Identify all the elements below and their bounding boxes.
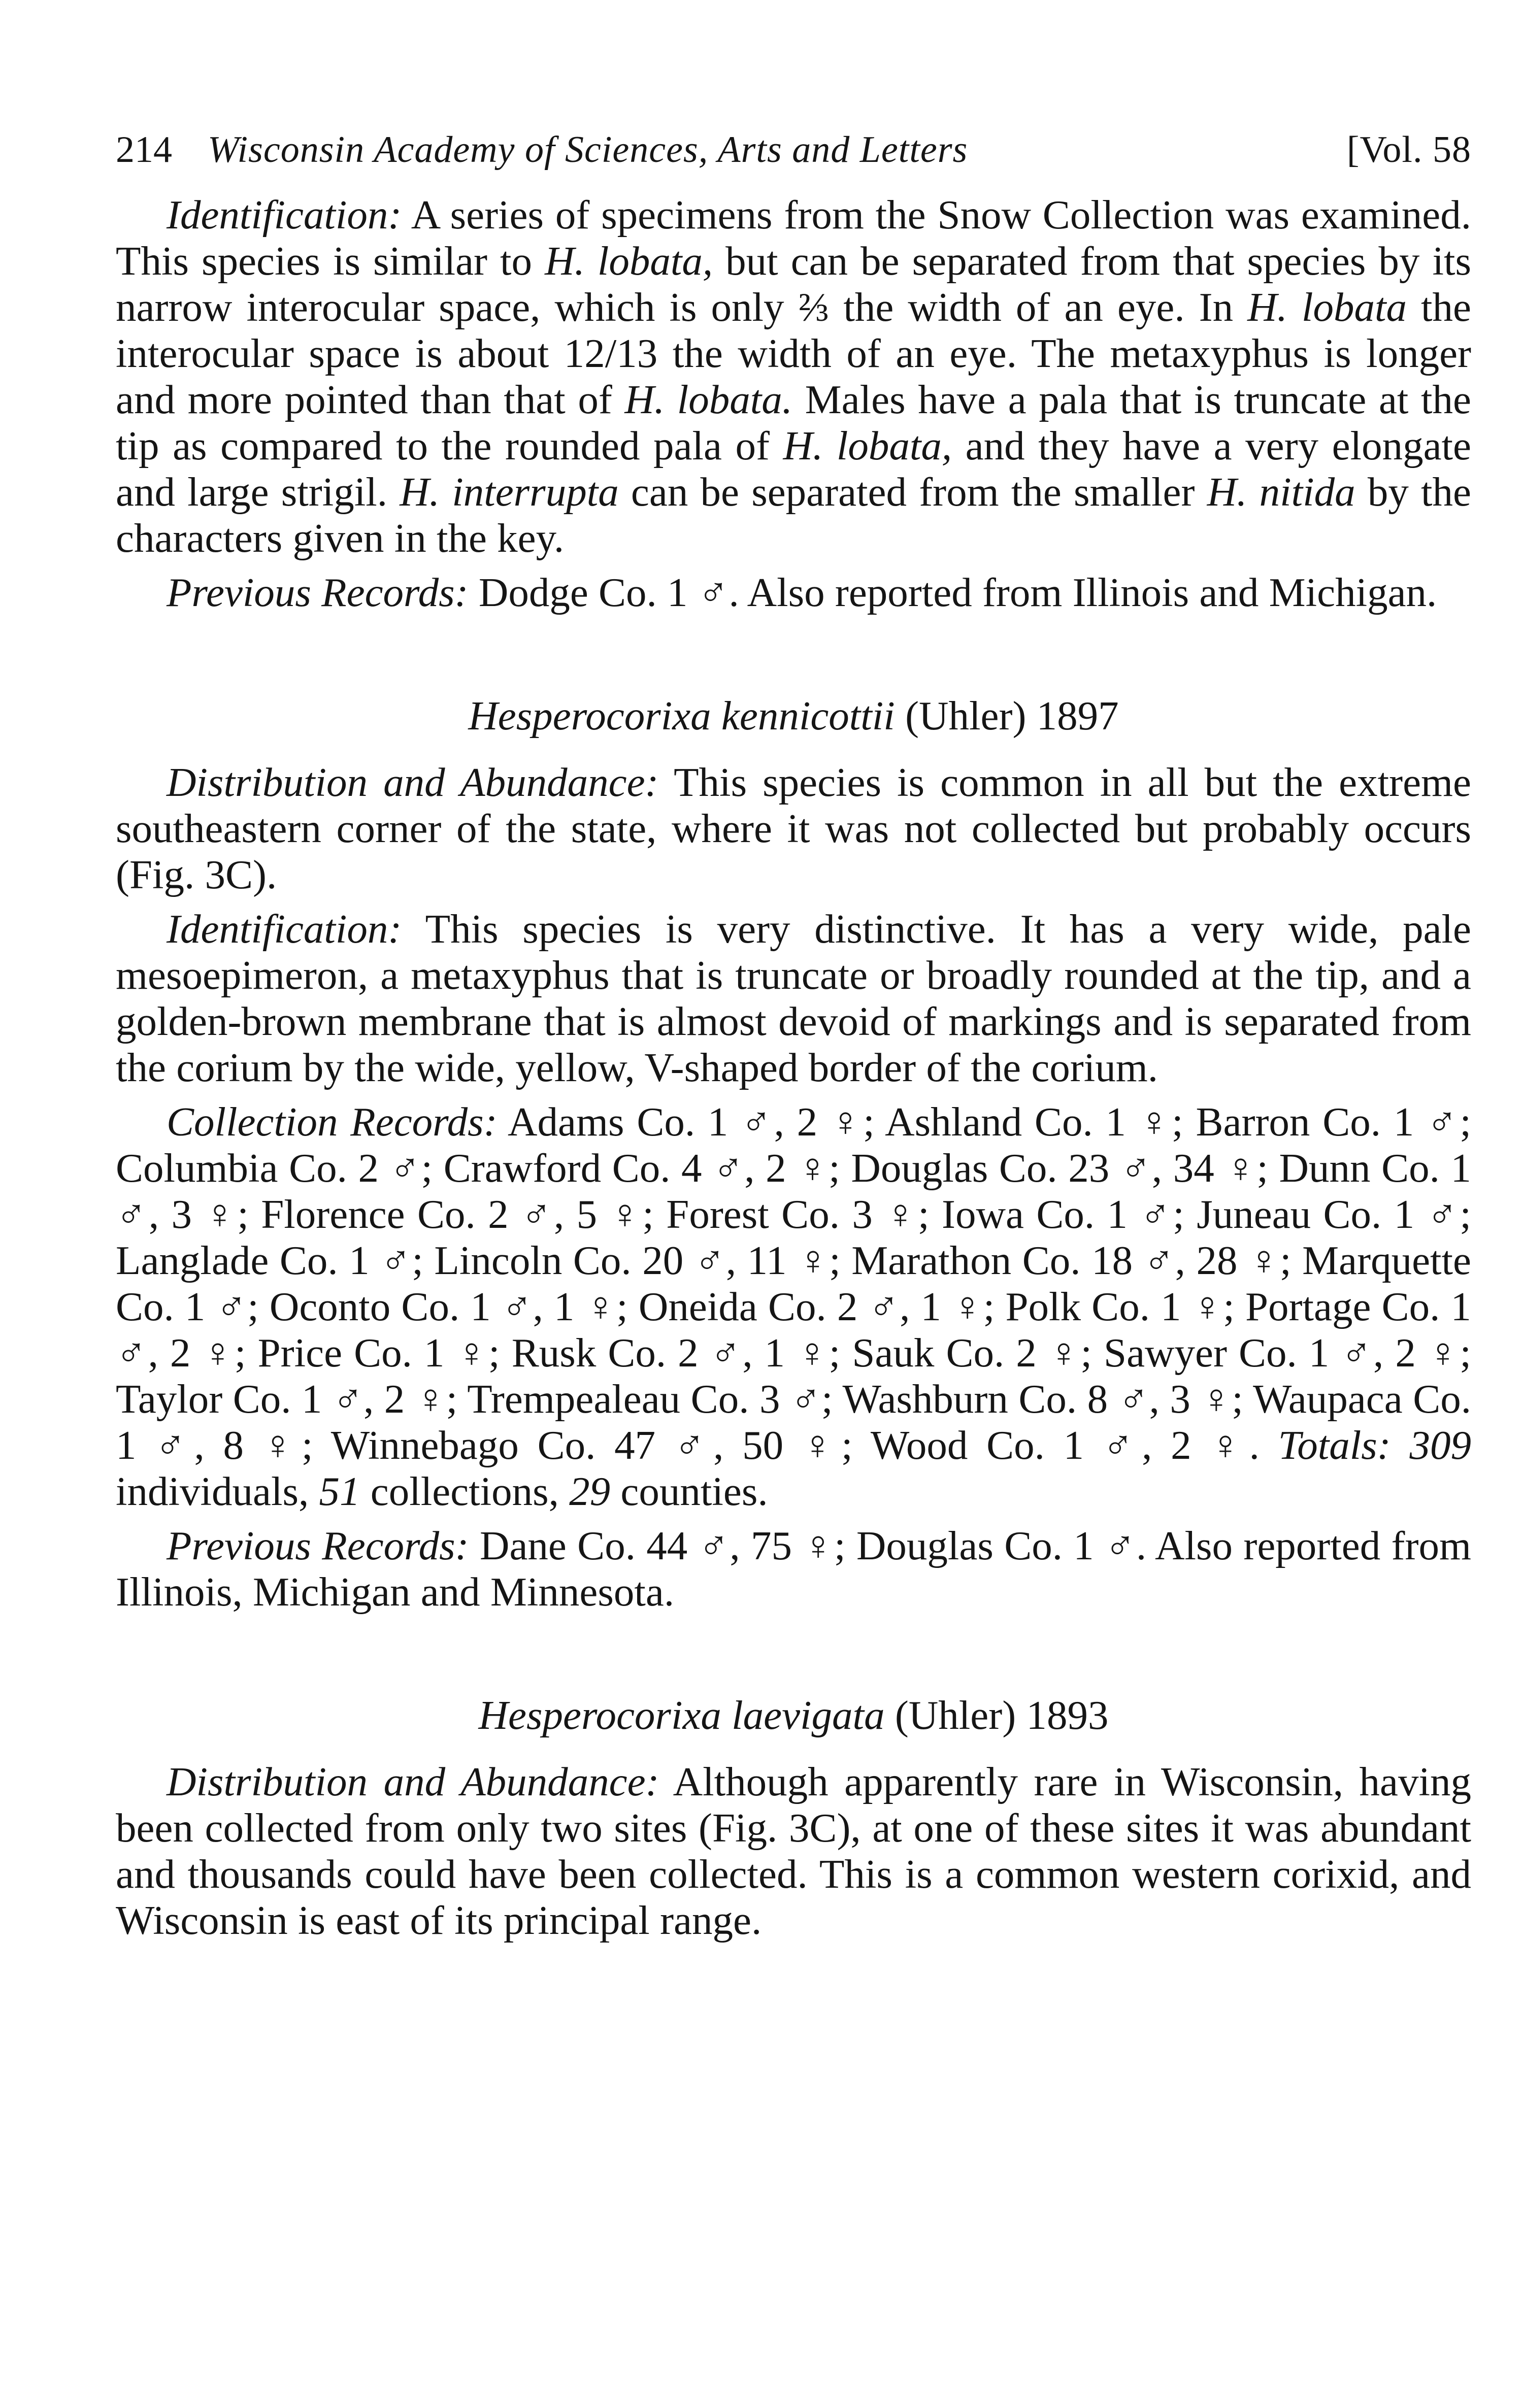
species-ref: H. interrupta [400,469,619,515]
page-number: 214 [116,129,172,171]
body-text: and they have a very elongate and large strigil. [116,423,1471,515]
species-author-year: (Uhler) 1893 [884,1692,1109,1738]
species-name: Hesperocorixa laevigata [478,1692,885,1738]
totals-individuals-count: 309 [1409,1422,1472,1468]
species-name: Hesperocorixa kennicottii [468,693,895,739]
body-text: individuals, [116,1468,319,1514]
previous-records-paragraph-kennicottii [116,1523,1471,1615]
previous-records-label: Previous Records: [167,1523,469,1568]
distribution-paragraph-laevigata [116,1759,1471,1944]
running-head [116,127,1471,173]
body-text: Although apparently rare in Wisconsin, having been collected from only two sites (Fig. 3C), at one of these sites it was abundant and thousands could have been collected. This is a common western corixid, and Wisconsin is east of its principal range. [116,1759,1471,1943]
identification-label: Identification: [167,906,402,952]
species-ref: H. lobata [1247,284,1407,330]
body-text: This species is very distinctive. It has a very wide, pale mesoepimeron, a metaxyphus that is truncate or broadly rounded at the tip, and a golden-brown membrane that is almost devoid of markings and is separated from the corium by the wide, yellow, V-shaped border of the corium. [116,906,1471,1090]
body-text: by the characters given in the key. [116,469,1471,561]
body-text: counties. [610,1468,768,1514]
species-author-year: (Uhler) 1897 [895,693,1119,739]
journal-title: Wisconsin Academy of Sciences, Arts and Letters [208,129,968,171]
body-text: Adams Co. 1 ♂, 2 ♀; Ashland Co. 1 ♀; Barron Co. 1 ♂; Columbia Co. 2 ♂; Crawford Co. 4 ♂, 2 ♀; Douglas Co. 23 ♂, 34 ♀; Dunn Co. 1 ♂, 3 ♀; Florence Co. 2 ♂, 5 ♀; Forest Co. 3 ♀; Iowa Co. 1 ♂; Juneau Co. 1 ♂; Langlade Co. 1 ♂; Lincoln Co. 20 ♂, 11 ♀; Marathon Co. 18 ♂, 28 ♀; Marquette Co. 1 ♂; Oconto Co. 1 ♂, 1 ♀; Oneida Co. 2 ♂, 1 ♀; Polk Co. 1 ♀; Portage Co. 1 ♂, 2 ♀; Price Co. 1 ♀; Rusk Co. 2 ♂, 1 ♀; Sauk Co. 2 ♀; Sawyer Co. 1 ♂, 2 ♀; Taylor Co. 1 ♂, 2 ♀; Trempealeau Co. 3 ♂; Washburn Co. 8 ♂, 3 ♀; Waupaca Co. 1 ♂, 8 ♀; Winnebago Co. 47 ♂, 50 ♀; Wood Co. 1 ♂, 2 ♀. [116,1099,1472,1468]
body-text: This species is common in all but the extreme southeastern corner of the state, where it was not collected but probably occurs (Fig. 3C). [116,759,1471,897]
species-ref: H. lobata, [783,423,952,469]
body-text: the interocular space is about 12/13 the width of an eye. The metaxyphus is longer and more pointed than that of [116,284,1471,422]
distribution-label: Distribution and Abundance: [167,759,659,805]
body-text: Dane Co. 44 ♂, 75 ♀; Douglas Co. 1 ♂. Also reported from Illinois, Michigan and Minnesota. [116,1523,1471,1615]
distribution-label: Distribution and Abundance: [167,1759,659,1804]
distribution-paragraph-kennicottii [116,759,1471,898]
species-heading-laevigata [116,1692,1471,1738]
page [116,127,1471,1944]
body-text: Dodge Co. 1 ♂. Also reported from Illinois and Michigan. [468,570,1437,615]
previous-records-paragraph [116,570,1471,616]
totals-label: Totals: [1278,1422,1391,1468]
collection-records-label: Collection Records: [167,1099,498,1145]
volume-label: [Vol. 58 [1346,129,1471,171]
species-heading-kennicottii [116,693,1471,739]
identification-paragraph-lobata [116,192,1471,561]
totals-counties-count: 29 [569,1468,611,1514]
previous-records-label: Previous Records: [167,570,469,615]
body-text: collections, [360,1468,570,1514]
body-text: can be separated from the smaller [618,469,1207,515]
species-ref: H. nitida [1207,469,1355,515]
species-ref: H. lobata. [624,377,793,422]
body-text: A series of specimens from the Snow Collection was examined. This species is similar to [116,192,1471,284]
totals-collections-count: 51 [319,1468,360,1514]
body-text: but can be separated from that species by its narrow interocular space, which is only ⅔ the width of an eye. In [116,238,1471,330]
collection-records-paragraph [116,1099,1471,1515]
identification-paragraph-kennicottii [116,906,1471,1091]
species-ref: H. lobata, [545,238,713,284]
body-text: Males have a pala that is truncate at the tip as compared to the rounded pala of [116,377,1471,469]
identification-label: Identification: [167,192,402,238]
